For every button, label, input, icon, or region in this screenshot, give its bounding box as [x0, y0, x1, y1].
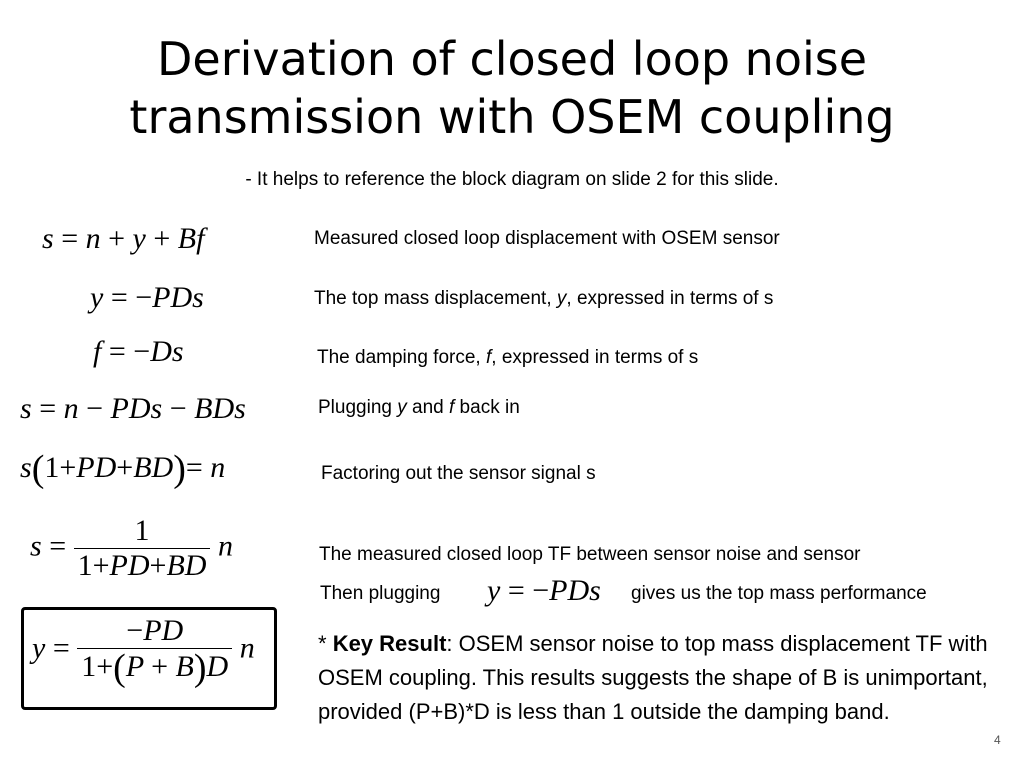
equation-3: f = −Ds	[93, 335, 184, 368]
key-result-body: : OSEM sensor noise to top mass displacement TF with OSEM coupling. This results suggests the shape of B is unimportant, provided (P+B)*D is less than 1 outside the damping band.	[318, 631, 988, 724]
description-4	[318, 397, 520, 419]
description-3-text: The damping force,	[317, 347, 486, 368]
page-number: 4	[994, 733, 1001, 747]
description-2-text-end: , expressed in terms of s	[566, 288, 774, 309]
equation-inline: y = −PDs	[487, 574, 601, 607]
slide-title	[0, 30, 1024, 146]
description-2	[314, 288, 773, 310]
description-2-text: The top mass displacement,	[314, 288, 557, 309]
equation-6: s = $\frac{1}{1+PD+BD}$ n	[30, 514, 233, 582]
slide-subtitle: - It helps to reference the block diagram on slide 2 for this slide.	[245, 169, 779, 190]
fraction-6: $\frac{1}{1+PD+BD}$	[74, 514, 211, 583]
description-5: Factoring out the sensor signal s	[321, 463, 596, 484]
equation-4: s = n − PDs − BDs	[20, 392, 246, 425]
description-4-text: Plugging	[318, 397, 398, 418]
description-3-variable: f	[485, 347, 492, 368]
description-2-variable: y	[556, 288, 567, 309]
description-1: Measured closed loop displacement with OSEM sensor	[314, 228, 780, 249]
key-result-prefix: *	[318, 631, 333, 656]
description-3-text-end: , expressed in terms of s	[491, 347, 699, 368]
description-4-text-mid: and	[406, 397, 449, 418]
description-4-text-end: back in	[454, 397, 520, 418]
equation-2: y = −PDs	[90, 281, 204, 314]
fraction-7: $\frac{-PD}{1+(P + B)D}$	[77, 614, 232, 687]
description-4-variable-f: f	[449, 397, 455, 418]
equation-7: y = $\frac{-PD}{1+(P + B)D}$ n	[32, 614, 255, 689]
description-7-suffix: gives us the top mass performance	[631, 583, 927, 604]
key-result-label: Key Result	[332, 631, 447, 656]
equation-1: s = n + y + Bf	[42, 222, 205, 255]
title-line-1: Derivation of closed loop noise	[156, 32, 868, 86]
description-4-variable-y: y	[397, 397, 407, 418]
description-7-prefix: Then plugging	[320, 583, 441, 604]
equation-5: s(1+PD+BD)= n	[20, 448, 226, 490]
title-line-2: transmission with OSEM coupling	[129, 90, 895, 144]
description-6: The measured closed loop TF between sensor noise and sensor	[319, 544, 861, 565]
key-result-text	[318, 627, 1008, 729]
description-3	[317, 347, 698, 369]
